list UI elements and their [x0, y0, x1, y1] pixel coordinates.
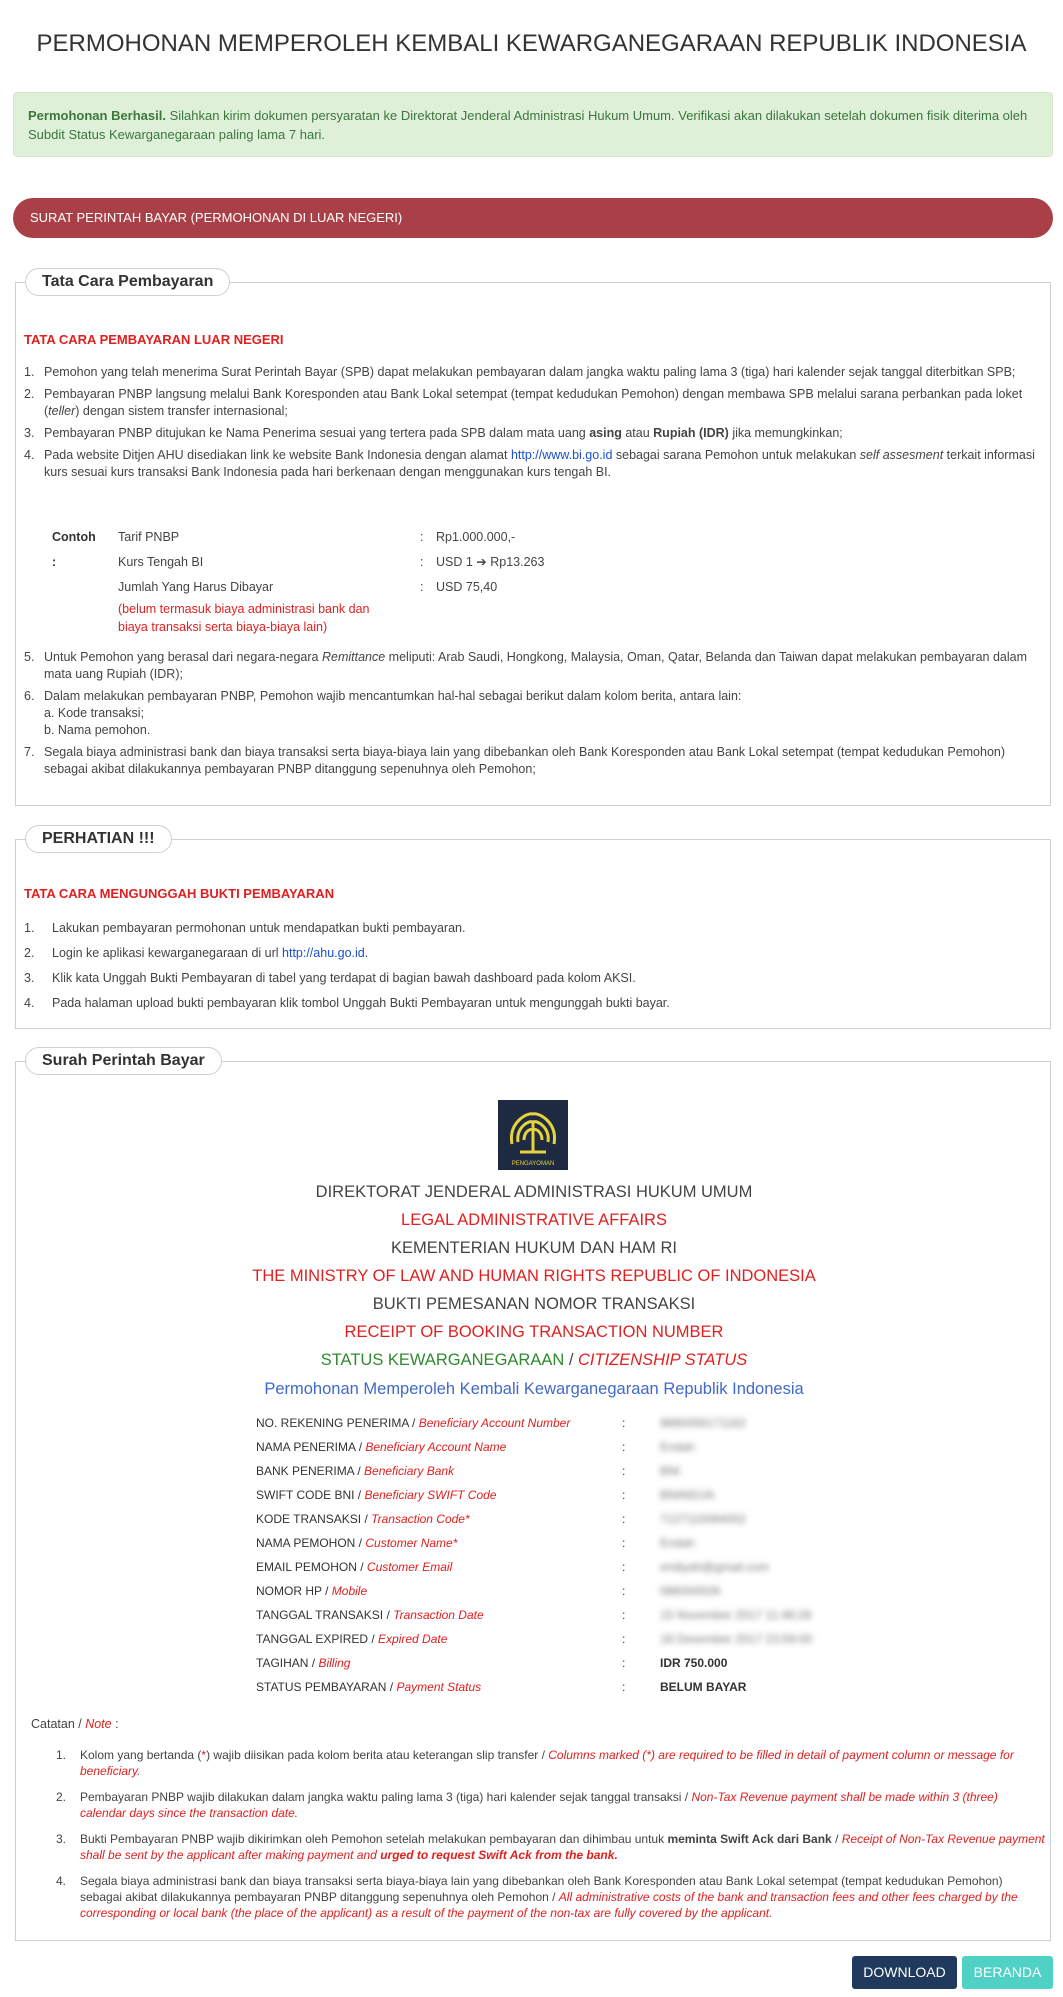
payment-order-banner: SURAT PERINTAH BAYAR (PERMOHONAN DI LUAR NEGERI)	[13, 198, 1053, 238]
payment-method-list-top	[24, 364, 1039, 486]
heading-legal-affairs: LEGAL ADMINISTRATIVE AFFAIRS	[401, 1211, 667, 1229]
example-note: (belum termasuk biaya administrasi bank dan biaya transaksi serta biaya-biaya lain)	[118, 602, 370, 634]
svg-text:PENGAYOMAN: PENGAYOMAN	[511, 1161, 555, 1167]
list-item: 3. Pembayaran PNBP ditujukan ke Nama Penerima sesuai yang tertera pada SPB dalam mata uang asing atau Rupiah (IDR) jika memungkinkan;	[24, 426, 843, 440]
note-item: 2. Pembayaran PNBP wajib dilakukan dalam jangka waktu paling lama 3 (tiga) hari kalender sejak tanggal transaksi / Non-Tax Revenue payment shall be made within 3 (three) calendar days since the transaction date.	[56, 1790, 998, 1820]
detail-row: NAMA PENERIMA / Beneficiary Account Name : Endah	[256, 1440, 695, 1454]
billing-value: IDR 750.000	[660, 1656, 728, 1670]
pengayoman-icon	[498, 1100, 568, 1170]
home-button[interactable]: BERANDA	[962, 1956, 1053, 1989]
list-item: 4. Pada halaman upload bukti pembayaran klik tombol Unggah Bukti Pembayaran untuk mengunggah bukti bayar.	[24, 996, 670, 1010]
heading-receipt-en: RECEIPT OF BOOKING TRANSACTION NUMBER	[344, 1323, 724, 1341]
detail-row: KODE TRANSAKSI / Transaction Code* : 7127110084002	[256, 1512, 746, 1526]
detail-row: TAGIHAN / Billing : IDR 750.000	[256, 1651, 856, 1675]
list-item: 5. Untuk Pemohon yang berasal dari negara-negara Remittance meliputi: Arab Saudi, Hongkong, Malaysia, Oman, Qatar, Belanda dan Taiwan dapat melakukan pembayaran dalam mata uang Rupiah (IDR);	[24, 650, 1028, 681]
alert-text: Silahkan kirim dokumen persyaratan ke Direktorat Jenderal Administrasi Hukum Umum. Verifikasi akan dilakukan setelah dokumen fisik diterima oleh Subdit Status Kewarganegaraan paling lama 7 hari.	[28, 108, 1028, 142]
detail-row: NOMOR HP / Mobile : 088300509	[256, 1584, 721, 1598]
example-label: Contoh :	[52, 530, 96, 569]
heading-directorate: DIREKTORAT JENDERAL ADMINISTRASI HUKUM UMUM	[315, 1183, 753, 1201]
detail-row: SWIFT CODE BNI / Beneficiary SWIFT Code : BNINIDJA	[256, 1488, 715, 1502]
heading-ministry-en: THE MINISTRY OF LAW AND HUMAN RIGHTS REPUBLIC OF INDONESIA	[252, 1267, 816, 1285]
heading-status: STATUS KEWARGANEGARAAN / CITIZENSHIP STATUS	[320, 1351, 748, 1369]
success-alert	[13, 92, 1053, 157]
detail-row: TANGGAL EXPIRED / Expired Date : 18 Desember 2017 23:59:00	[256, 1632, 813, 1646]
list-item: 1. Pemohon yang telah menerima Surat Perintah Bayar (SPB) dapat melakukan pembayaran dalam jangka waktu paling lama 3 (tiga) hari kalender sejak tanggal diterbitkan SPB;	[24, 365, 1016, 379]
payment-method-section: Tata Cara Pembayaran TATA CARA PEMBAYARAN LUAR NEGERI 1. Pemohon yang telah menerima Surat Perintah Bayar (SPB) dapat melakukan pembayaran dalam jangka waktu paling lama 3 (tiga) hari kalender sejak tanggal diterbitkan SPB; 2. Pembayaran PNBP langsung melalui Bank Koresponden atau Bank Lokal setempat (tempat kedudukan Pemohon) dengan membawa SPB melalui sarana perbankan pada loket (teller) dengan sistem transfer internasional; 3. Pembayaran PNBP ditujukan ke Nama Penerima sesuai yang tertera pada SPB dalam mata uang asing atau Rupiah (IDR) jika memungkinkan; 4. Pada website Ditjen AHU disediakan link ke website Bank Indonesia dengan alamat http://www.bi.go.id sebagai sarana Pemohon untuk melakukan self assesment terkait informasi kurs sesuai kurs transaksi Bank Indonesia pada hari berkenaan dengan menggunakan kurs tengah BI. Contoh : Tarif PNBP : Rp1.000.000,- Kurs Tengah BI : USD 1 ➔ Rp13.263 Jumlah Yang Harus Dibayar : USD 75,40 (belum termasuk biaya administrasi bank dan biaya transaksi serta biaya-biaya lain) 5. Untuk Pemohon yang berasal dari negara-negara Remittance meliputi: Arab Saudi, Hongkong, Malaysia, Oman, Qatar, Belanda dan Taiwan dapat melakukan pembayaran dalam mata uang Rupiah (IDR); 6. Dalam melakukan pembayaran PNBP, Pemohon wajib mencantumkan hal-hal sebagai berikut dalam kolom berita, antara lain: a. Kode transaksi; b. Nama pemohon. 7. Segala biaya administrasi bank dan biaya transaksi serta biaya-biaya lain yang dibebankan oleh Bank Koresponden atau Bank Lokal setempat (tempat kedudukan Pemohon) sebagai akibat dilakukannya pembayaran PNBP ditanggung sepenuhnya oleh Pemohon;	[15, 282, 1051, 806]
list-item: 6. Dalam melakukan pembayaran PNBP, Pemohon wajib mencantumkan hal-hal sebagai berikut dalam kolom berita, antara lain: a. Kode transaksi; b. Nama pemohon.	[24, 689, 742, 737]
list-item: 7. Segala biaya administrasi bank dan biaya transaksi serta biaya-biaya lain yang dibebankan oleh Bank Koresponden atau Bank Lokal setempat (tempat kedudukan Pemohon) sebagai akibat dilakukannya pembayaran PNBP ditanggung sepenuhnya oleh Pemohon;	[24, 745, 1006, 776]
payment-order-section	[15, 1052, 1051, 1941]
payment-method-title: TATA CARA PEMBAYARAN LUAR NEGERI	[24, 332, 284, 347]
heading-ministry: KEMENTERIAN HUKUM DAN HAM RI	[390, 1239, 678, 1257]
ministry-logo	[498, 1100, 568, 1170]
detail-row: EMAIL PEMOHON / Customer Email : endiyah@gmail.com	[256, 1560, 769, 1574]
list-item: 3. Klik kata Unggah Bukti Pembayaran di tabel yang terdapat di bagian bawah dashboard pada kolom AKSI.	[24, 971, 636, 985]
detail-row: STATUS PEMBAYARAN / Payment Status : BELUM BAYAR	[256, 1675, 856, 1699]
detail-row: NAMA PEMOHON / Customer Name* : Endah	[256, 1536, 695, 1550]
list-item: 2. Pembayaran PNBP langsung melalui Bank Koresponden atau Bank Lokal setempat (tempat kedudukan Pemohon) dengan membawa SPB melalui sarana perbankan pada loket (teller) dengan sistem transfer internasional;	[24, 387, 1023, 418]
attention-section	[15, 830, 1051, 1029]
detail-row: TANGGAL TRANSAKSI / Transaction Date : 15 November 2017 11:48:28	[256, 1608, 812, 1622]
payment-method-list-bottom	[24, 649, 1039, 783]
upload-guide-title: TATA CARA MENGUNGGAH BUKTI PEMBAYARAN	[24, 886, 335, 901]
list-item: 4. Pada website Ditjen AHU disediakan link ke website Bank Indonesia dengan alamat http://www.bi.go.id sebagai sarana Pemohon untuk melakukan self assesment terkait informasi kurs sesuai kurs transaksi Bank Indonesia pada hari berkenaan dengan menggunakan kurs tengah BI.	[24, 448, 1035, 479]
page-title: PERMOHONAN MEMPEROLEH KEMBALI KEWARGANEGARAAN REPUBLIK INDONESIA	[36, 30, 1027, 57]
heading-receipt: BUKTI PEMESANAN NOMOR TRANSAKSI	[372, 1295, 696, 1313]
download-button[interactable]: DOWNLOAD	[852, 1956, 957, 1989]
notes-title: Catatan / Note :	[31, 1717, 119, 1731]
list-item: 2. Login ke aplikasi kewarganegaraan di url http://ahu.go.id.	[24, 946, 369, 960]
alert-strong: Permohonan Berhasil.	[28, 108, 166, 123]
note-item: 1. Kolom yang bertanda (*) wajib diisikan pada kolom berita atau keterangan slip transfer / Columns marked (*) are required to be filled in detail of payment column or message for beneficiary.	[56, 1748, 1014, 1778]
bi-link[interactable]: http://www.bi.go.id	[510, 448, 613, 462]
heading-application: Permohonan Memperoleh Kembali Kewarganegaraan Republik Indonesia	[264, 1380, 804, 1398]
attention-legend: PERHATIAN !!!	[25, 825, 172, 853]
list-item: 1. Lakukan pembayaran permohonan untuk mendapatkan bukti pembayaran.	[24, 921, 466, 935]
payment-order-legend: Surah Perintah Bayar	[25, 1047, 222, 1075]
ahu-link[interactable]: http://ahu.go.id	[282, 946, 365, 960]
upload-guide-list	[24, 920, 1039, 1020]
notes-list	[56, 1747, 1046, 1931]
detail-row: NO. REKENING PENERIMA / Beneficiary Account Number : 9880056171162	[256, 1416, 746, 1430]
note-item: 4. Segala biaya administrasi bank dan biaya transaksi serta biaya-biaya lain yang dibebankan oleh Bank Koresponden atau Bank Lokal setempat (tempat kedudukan Pemohon) sebagai akibat dilakukannya pembayaran PNBP ditanggung sepenuhnya oleh Pemohon / All administrative costs of the bank and transaction fees and other fees charged by the corresponding or local bank (the place of the applicant) as a result of the payment of the non-tax are fully covered by the applicant.	[56, 1874, 1018, 1920]
payment-method-legend: Tata Cara Pembayaran	[25, 268, 230, 296]
transaction-details	[256, 1411, 856, 1699]
note-item: 3. Bukti Pembayaran PNBP wajib dikirimkan oleh Pemohon setelah melakukan pembayaran dan dihimbau untuk meminta Swift Ack dari Bank / Receipt of Non-Tax Revenue payment shall be sent by the applicant after making payment and urged to request Swift Ack from the bank.	[56, 1832, 1045, 1862]
payment-status-badge: BELUM BAYAR	[660, 1680, 747, 1694]
detail-row: BANK PENERIMA / Beneficiary Bank : BNI	[256, 1464, 681, 1478]
